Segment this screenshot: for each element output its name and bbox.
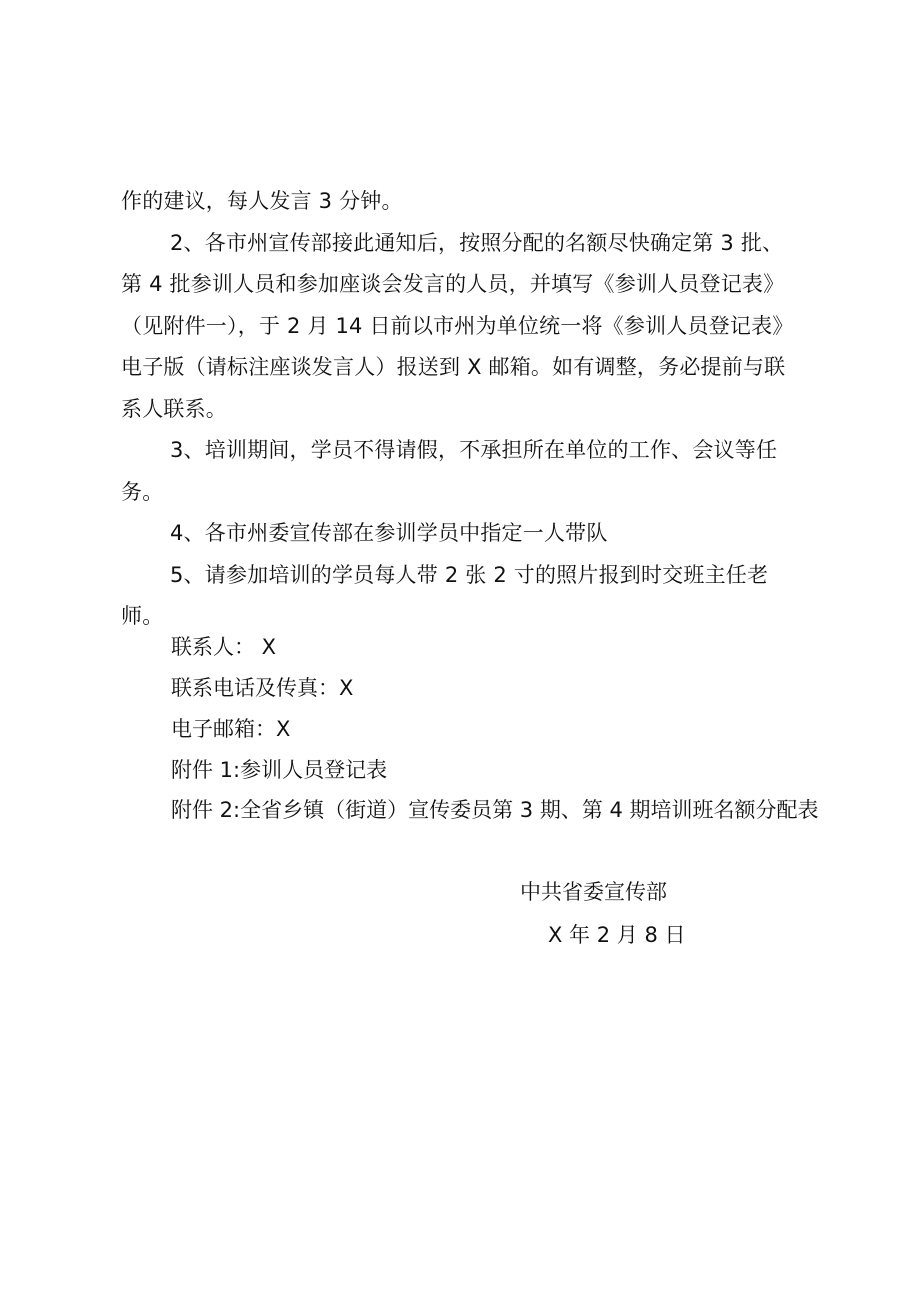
paragraph-item-3: 3、培训期间，学员不得请假，不承担所在单位的工作、会议等任务。 [121,438,778,504]
signature-organization: 中共省委宣传部 [520,880,667,904]
paragraph-item-4: 4、各市州委宣传部在参训学员中指定一人带队 [170,521,608,545]
attachment-2: 附件 2:全省乡镇（街道）宣传委员第 3 期、第 4 期培训班名额分配表 [171,798,819,822]
signature-date: X 年 2 月 8 日 [548,923,686,947]
paragraph-continuation: 作的建议，每人发言 3 分钟。 [121,189,403,213]
attachment-1: 附件 1:参训人员登记表 [171,758,388,782]
document-body [121,181,803,638]
contact-person: 联系人： X [171,635,277,659]
paragraph-item-2: 2、各市州宣传部接此通知后，按照分配的名额尽快确定第 3 批、第 4 批参训人员和参加座谈会发言的人员，并填写《参训人员登记表》（见附件一），于 2 月 14 日前以市州为单位统一将《参训人员登记表》电子版（请标注座谈发言人）报送到 X 邮箱。如有调整，务必提前与联系人联系。 [121,230,794,421]
contact-email: 电子邮箱：X [171,717,291,741]
contact-phone-fax: 联系电话及传真：X [171,676,354,700]
paragraph-item-5: 5、请参加培训的学员每人带 2 张 2 寸的照片报到时交班主任老师。 [121,562,769,628]
